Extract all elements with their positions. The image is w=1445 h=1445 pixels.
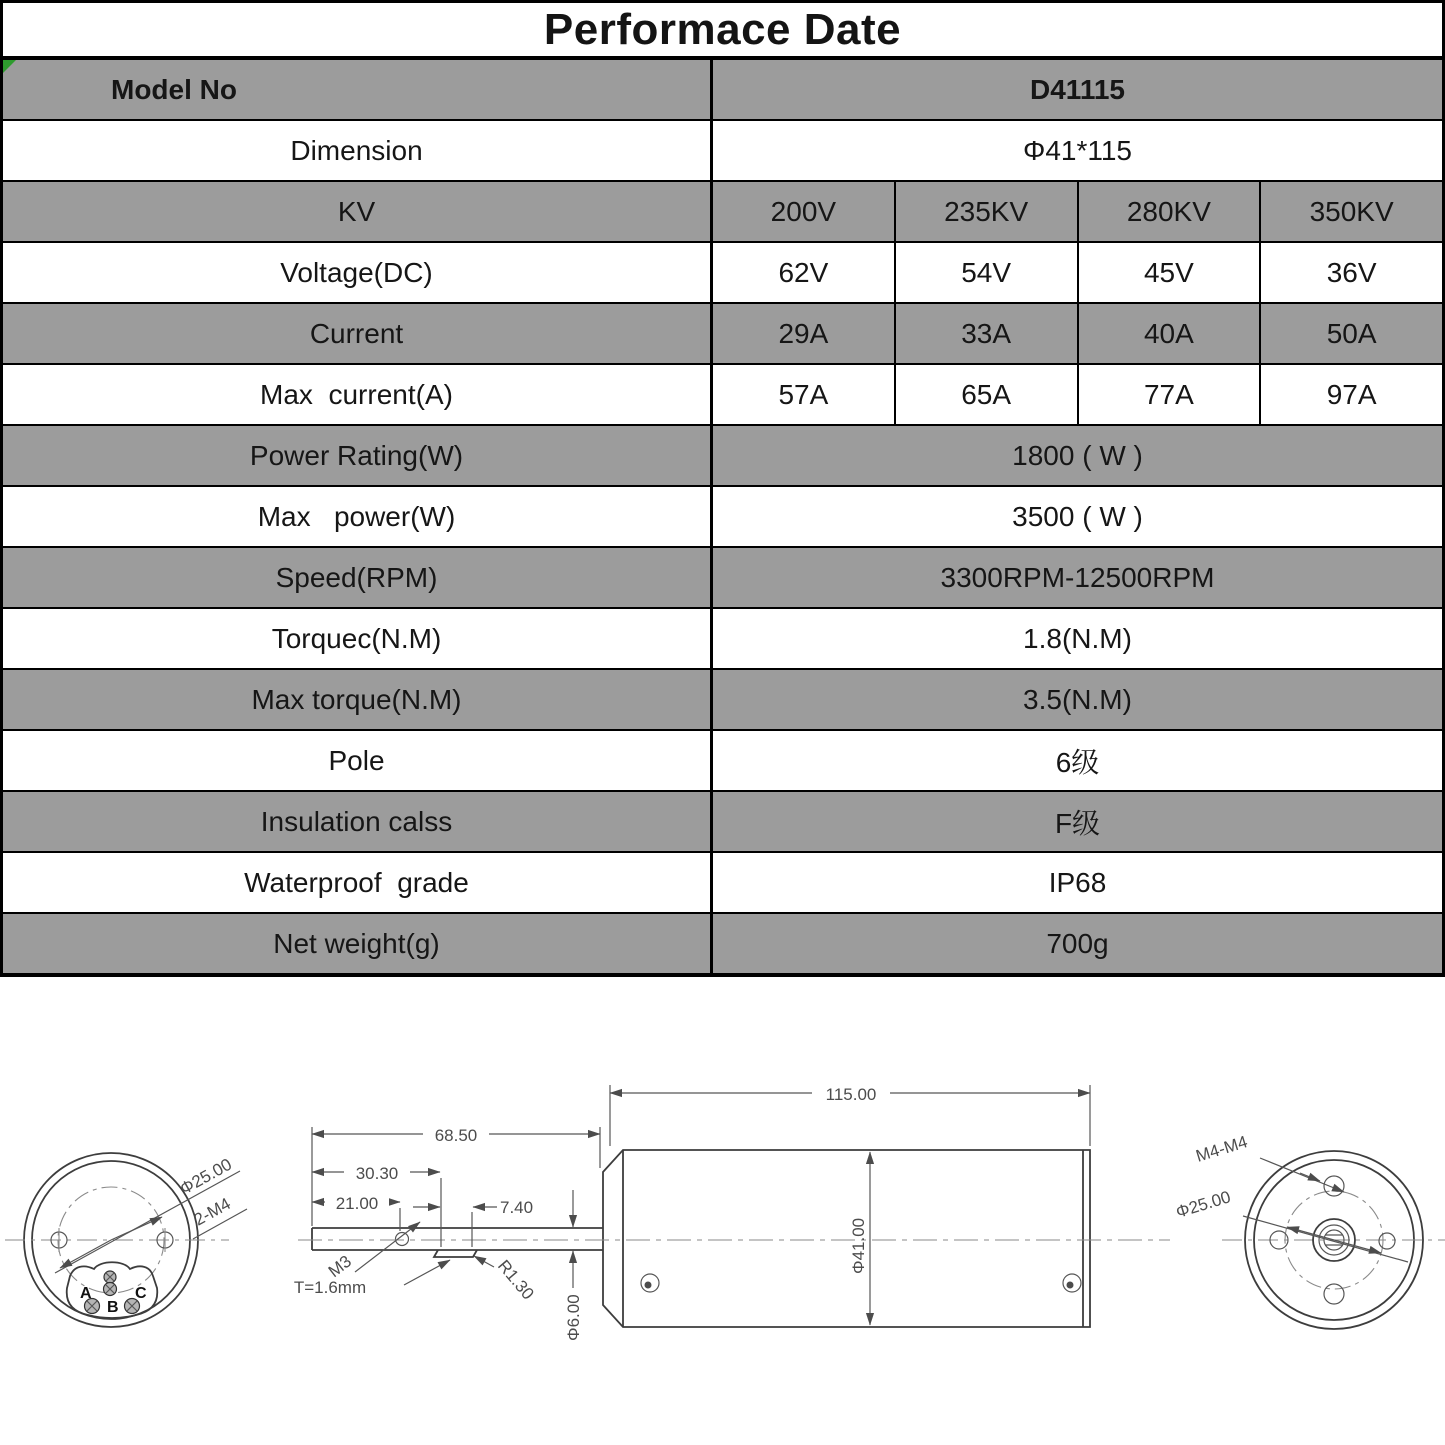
row-value: D41115	[1030, 73, 1125, 105]
table-row-current	[3, 302, 1442, 363]
max-current-col-1: 57A	[778, 378, 829, 410]
pin-label-a: A	[80, 1285, 92, 1302]
row-label: Net weight(g)	[3, 914, 713, 973]
row-values	[713, 243, 1442, 302]
row-label: Model No	[3, 60, 713, 119]
row-label: Current	[3, 304, 713, 363]
voltage-col-4: 36V	[1259, 243, 1442, 302]
current-col-2: 33A	[894, 304, 1077, 363]
row-value: 3500 ( W )	[1012, 500, 1143, 532]
right-diameter-label: Φ25.00	[1173, 1187, 1233, 1222]
left-holes-label: 2-M4	[190, 1194, 234, 1230]
dim-keyway-length: 7.40	[500, 1198, 534, 1217]
table-row-max-current	[3, 363, 1442, 424]
dim-body-diameter: Φ41.00	[849, 1217, 868, 1274]
current-col-1: 29A	[778, 317, 829, 349]
fillet-label: R1.30	[493, 1256, 538, 1304]
voltage-col-2: 54V	[894, 243, 1077, 302]
right-holes-label: M4-M4	[1193, 1132, 1250, 1166]
row-label: Max torque(N.M)	[3, 670, 713, 729]
max-current-col-2: 65A	[894, 365, 1077, 424]
table-row-kv	[3, 180, 1442, 241]
table-title: Performace Date	[3, 3, 1442, 60]
table-row-waterproof	[3, 851, 1442, 912]
row-value: 6级	[1055, 746, 1100, 778]
row-value: 3.5(N.M)	[1023, 683, 1132, 715]
kv-col-1: 200V	[770, 195, 837, 227]
left-diameter-label: Φ25.00	[176, 1154, 236, 1199]
dim-total-length: 115.00	[825, 1085, 877, 1104]
technical-drawing	[0, 1040, 1445, 1445]
row-value: 1800 ( W )	[1012, 439, 1143, 471]
row-value: 700g	[1046, 927, 1109, 959]
table-row-voltage	[3, 241, 1442, 302]
row-label: KV	[3, 182, 713, 241]
pin-label-b: B	[107, 1299, 119, 1316]
row-label: Max power(W)	[3, 487, 713, 546]
thread-label: M3	[324, 1251, 356, 1282]
table-row-dimension	[3, 119, 1442, 180]
max-current-col-3: 77A	[1077, 365, 1260, 424]
row-label: Power Rating(W)	[3, 426, 713, 485]
row-value: Φ41*115	[1022, 134, 1133, 166]
dim-3030: 30.30	[355, 1164, 399, 1183]
current-col-4: 50A	[1259, 304, 1442, 363]
table-row-torque	[3, 607, 1442, 668]
row-value: 1.8(N.M)	[1023, 622, 1132, 654]
pin-label-c: C	[135, 1285, 147, 1302]
row-label: Speed(RPM)	[3, 548, 713, 607]
drawing-svg	[0, 1040, 1445, 1445]
voltage-col-1: 62V	[778, 256, 829, 288]
motor-body-outline	[603, 1150, 1090, 1327]
current-col-3: 40A	[1077, 304, 1260, 363]
right-end-view	[1174, 1132, 1445, 1329]
kv-col-2: 235KV	[894, 182, 1077, 241]
dim-2100: 21.00	[335, 1194, 379, 1213]
table-row-model	[3, 60, 1442, 119]
row-values	[713, 304, 1442, 363]
table-row-power-rating	[3, 424, 1442, 485]
table-row-max-power	[3, 485, 1442, 546]
table-row-net-weight	[3, 912, 1442, 973]
kv-col-3: 280KV	[1077, 182, 1260, 241]
row-label: Voltage(DC)	[3, 243, 713, 302]
left-end-view	[5, 1153, 247, 1327]
row-label: Pole	[3, 731, 713, 790]
row-label: Max current(A)	[3, 365, 713, 424]
kv-col-4: 350KV	[1259, 182, 1442, 241]
row-value: IP68	[1048, 866, 1107, 898]
thickness-label: T=1.6mm	[293, 1278, 367, 1297]
table-row-speed	[3, 546, 1442, 607]
dim-shaft-diameter: Φ6.00	[564, 1294, 583, 1341]
dim-front-length: 68.50	[434, 1126, 478, 1145]
row-label: Insulation calss	[3, 792, 713, 851]
row-values	[713, 365, 1442, 424]
table-row-max-torque	[3, 668, 1442, 729]
row-label: Waterproof grade	[3, 853, 713, 912]
table-row-pole	[3, 729, 1442, 790]
shaft-keyway	[434, 1250, 477, 1257]
row-label: Torquec(N.M)	[3, 609, 713, 668]
table-row-insulation	[3, 790, 1442, 851]
row-value: F级	[1054, 807, 1101, 839]
max-current-col-4: 97A	[1259, 365, 1442, 424]
row-label: Dimension	[3, 121, 713, 180]
row-value: 3300RPM-12500RPM	[940, 561, 1215, 593]
row-values	[713, 182, 1442, 241]
voltage-col-3: 45V	[1077, 243, 1260, 302]
side-view	[294, 1082, 1170, 1341]
cell-corner-flag-icon	[3, 60, 16, 73]
